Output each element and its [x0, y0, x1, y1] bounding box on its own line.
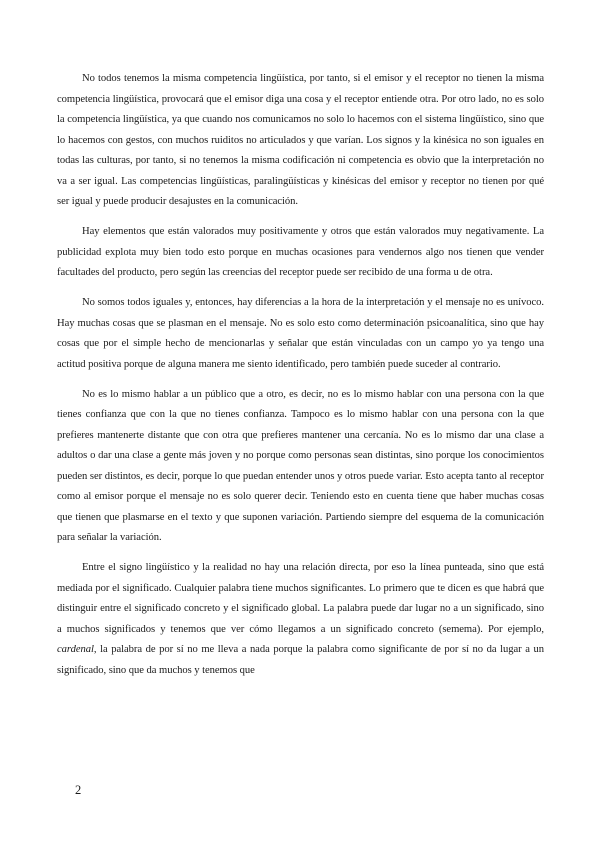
paragraph-1: No todos tenemos la misma competencia lingüística, por tanto, si el emisor y el receptor no tienen la misma competencia lingüística, provocará que el emisor diga una cosa y el receptor entiende otra. Por otro lado, no es solo la competencia lingüística, ya que cuando nos comunicamos no solo lo hacemos con el sistema lingüístico, sino que lo hacemos con gestos, con muchos ruiditos no articulados y que varían. Los signos y la kinésica no son iguales en todas las culturas, por tanto, si no tenemos la misma codificación ni competencia es obvio que la interpretación no va a ser igual. Las competencias lingüísticas, paralingüísticas y kinésicas del emisor y receptor no tienen por qué ser igual y puede producir desajustes en la comunicación.	[57, 73, 544, 207]
page-number: 2	[75, 783, 82, 797]
paragraph-4: No es lo mismo hablar a un público que a otro, es decir, no es lo mismo hablar con una persona con la que tienes confianza que con la que no tienes confianza. Tampoco es lo mismo hablar con una persona con la que prefieres mantenerte distante que con otra que prefieres mantener una cercanía. No es lo mismo dar una clase a adultos o dar una clase a gente más joven y no porque como personas sean distintas, sino porque los conocimientos pueden ser distintos, es decir, porque lo que puedan entender unos y otros puede variar. Esto acepta tanto al receptor como al emisor porque el mensaje no es solo querer decir. Teniendo esto en cuenta tiene que haber muchas cosas que tienen que plasmarse en el texto y que suponen variación. Partiendo siempre del esquema de la comunicación para señalar la variación.	[57, 388, 544, 543]
document-body	[57, 69, 544, 691]
paragraph-2: Hay elementos que están valorados muy positivamente y otros que están valorados muy negativamente. La publicidad explota muy bien todo esto porque en muchas ocasiones para vendernos algo nos tienen que vender facultades del producto, pero según las creencias del receptor puede ser recibido de una forma u de otra.	[57, 226, 544, 278]
paragraph-3: No somos todos iguales y, entonces, hay diferencias a la hora de la interpretación y el mensaje no es unívoco. Hay muchas cosas que se plasman en el mensaje. No es solo esto como determinación psicoanalítica, sino que hay cosas que por el simple hecho de mencionarlas y señalar que están vinculadas con un campo yo ya tengo una actitud positiva porque de alguna manera me siento identificado, pero también puede suceder al contrario.	[57, 297, 544, 370]
paragraph-5-emphasis: cardenal	[57, 644, 94, 655]
paragraph-5-text-after: , la palabra de por sí no me lleva a nada porque la palabra como significante de por sí no da lugar a un significado, sino que da muchos y tenemos que	[57, 644, 544, 676]
paragraph-5-text-before: Entre el signo lingüístico y la realidad no hay una relación directa, por eso la línea punteada, sino que está mediada por el significado. Cualquier palabra tiene muchos significantes. Lo primero que te dicen es que habrá que distinguir entre el significado concreto y el significado global. La palabra puede dar lugar no a un significado, sino a muchos significados y tenemos que ver cómo llegamos a un significado concreto (semema). Por ejemplo,	[57, 562, 544, 635]
paragraph-5	[57, 558, 544, 681]
